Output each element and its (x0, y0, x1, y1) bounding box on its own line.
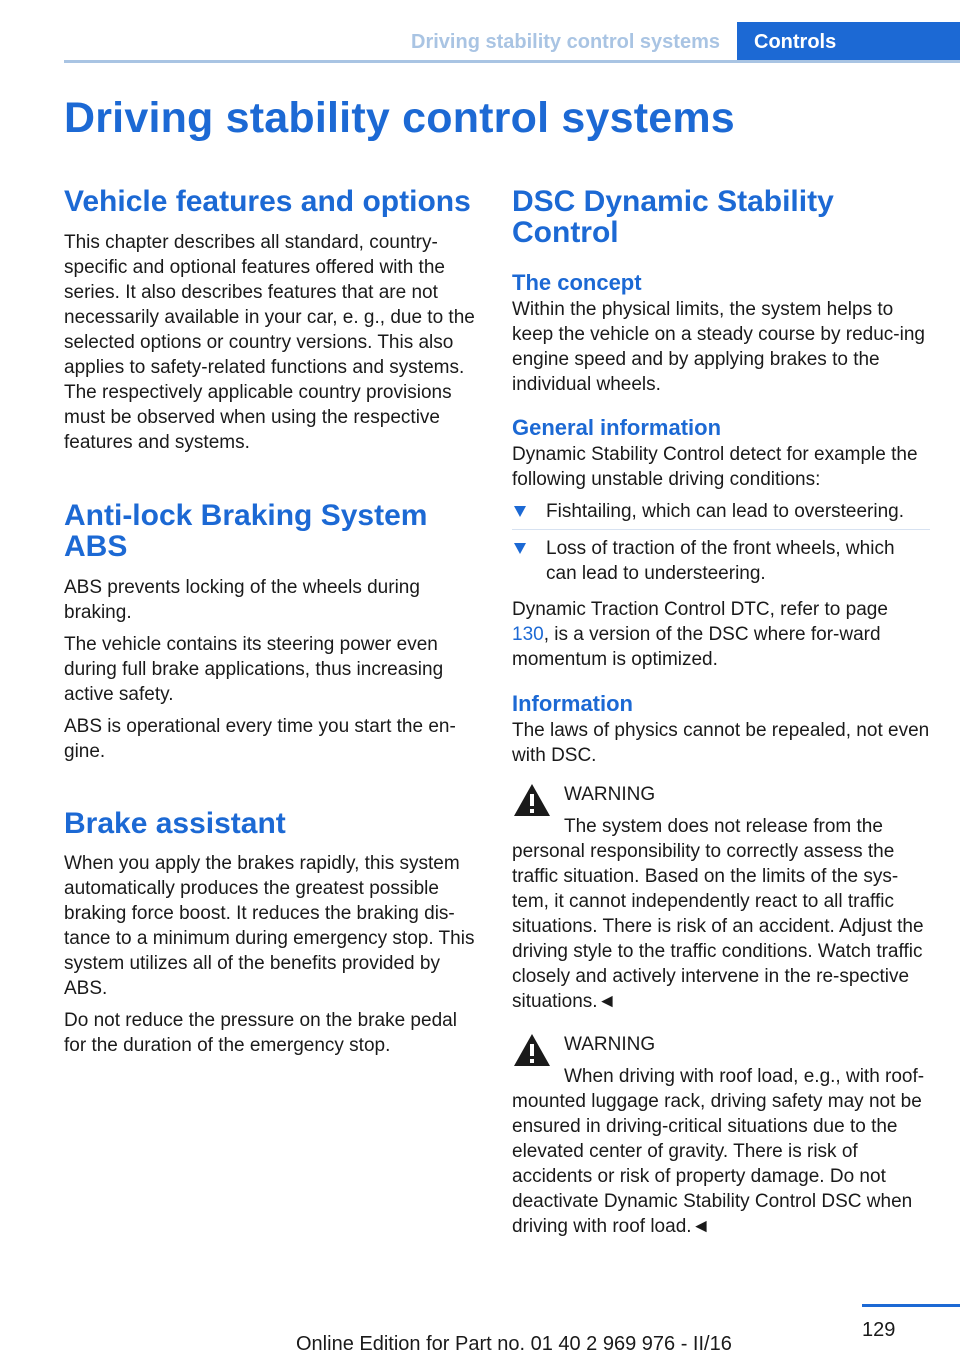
general-info-heading: General information (512, 415, 722, 440)
warning-block (512, 1032, 930, 1239)
dtc-text-after: , is a version of the DSC where for-ward momentum is optimized. (512, 624, 881, 670)
triangle-bullet-icon (514, 543, 526, 554)
list-item (512, 536, 930, 591)
concept-heading: The concept (512, 270, 642, 295)
condition-list (512, 499, 930, 591)
information-heading: Information (512, 691, 633, 716)
list-item-text: Loss of traction of the front wheels, which can lead to understeering. (546, 538, 895, 584)
left-column (64, 186, 482, 1065)
page-link[interactable]: 130 (512, 624, 544, 645)
warning-block (512, 782, 930, 1014)
warning-title: WARNING (564, 784, 656, 805)
dtc-text-before: Dynamic Traction Control DTC, refer to page (512, 599, 888, 620)
header-section-title: Driving stability control systems (411, 31, 720, 53)
triangle-bullet-icon (514, 506, 526, 517)
abs-paragraph-2: The vehicle contains its steering power even during full brake applications, thus increasing active safety. (64, 634, 444, 705)
dsc-heading: DSC Dynamic Stability Control (512, 185, 834, 249)
abs-paragraph-3: ABS is operational every time you start the en-gine. (64, 716, 456, 762)
abs-heading: Anti-lock Braking System ABS (64, 499, 428, 563)
list-item (512, 499, 930, 530)
general-info-paragraph: Dynamic Stability Control detect for example the following unstable driving conditions: (512, 444, 918, 490)
warning-text: The system does not release from the personal responsibility to correctly assess the traffic situation. Based on the limits of the sys-tem, it cannot independently react to all traffic situations. There is risk of an accident. Adjust the driving style to the traffic conditions. Watch traffic closely and actively intervene in the re-spective situations.◄ (512, 816, 924, 1012)
warning-text: When driving with roof load, e.g., with roof-mounted luggage rack, driving safety may not be ensured in driving-critical situations due to the elevated center of gravity. There is risk of accidents or risk of property damage. Do not deactivate Dynamic Stability Control DSC when driving with roof load.◄ (512, 1066, 925, 1237)
features-paragraph: This chapter describes all standard, country-specific and optional features offered with the series. It also describes features that are not necessarily available in your car, e. g., due to the selected options or country versions. This also applies to safety-related functions and systems. The respectively applicable country provisions must be observed when using the respective features and systems. (64, 232, 475, 453)
edition-note: Online Edition for Part no. 01 40 2 969 976 - II/16 (296, 1333, 732, 1355)
header-divider (64, 60, 960, 63)
list-item-text: Fishtailing, which can lead to oversteering. (546, 501, 905, 522)
page-number: 129 (862, 1319, 896, 1341)
page-title: Driving stability control systems (64, 94, 735, 142)
warning-title: WARNING (564, 1034, 656, 1055)
brake-assistant-heading: Brake assistant (64, 807, 286, 840)
footer-divider (862, 1304, 960, 1307)
header-chapter-label: Controls (754, 31, 837, 53)
brake-paragraph-1: When you apply the brakes rapidly, this system automatically produces the greatest possible braking force boost. It reduces the braking dis-tance to a minimum during emergency stop. This system utilizes all of the benefits provided by ABS. (64, 853, 475, 999)
information-paragraph: The laws of physics cannot be repealed, not even with DSC. (512, 720, 930, 766)
header-chapter-tab (737, 22, 960, 63)
warning-triangle-icon (512, 1032, 552, 1068)
abs-paragraph-1: ABS prevents locking of the wheels during braking. (64, 577, 420, 623)
concept-paragraph: Within the physical limits, the system helps to keep the vehicle on a steady course by reduc-ing engine speed and by applying brakes to the individual wheels. (512, 299, 925, 395)
dtc-paragraph (512, 597, 930, 672)
brake-paragraph-2: Do not reduce the pressure on the brake pedal for the duration of the emergency stop. (64, 1010, 457, 1056)
features-heading: Vehicle features and options (64, 185, 471, 218)
warning-triangle-icon (512, 782, 552, 818)
right-column (512, 186, 930, 1253)
